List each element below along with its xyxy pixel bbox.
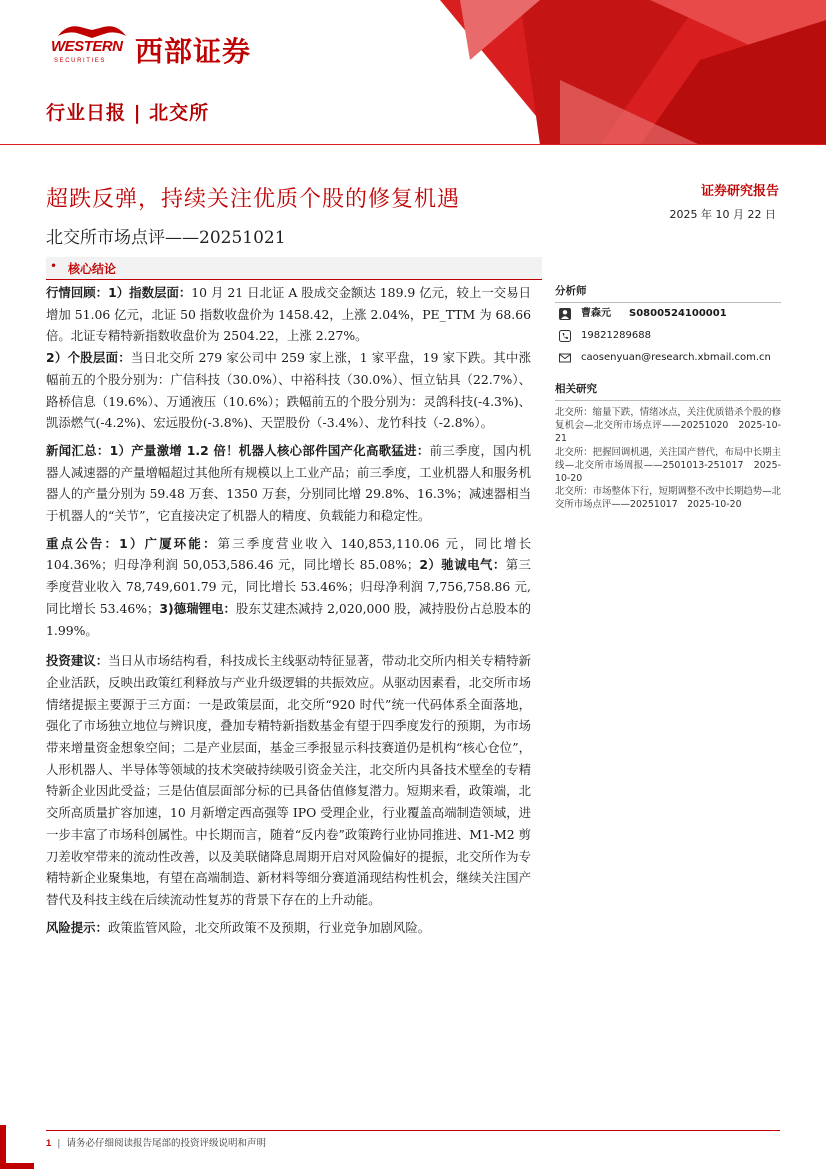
analyst-name: 曹森元 (581, 308, 611, 319)
main-content (46, 282, 531, 938)
analyst-heading: 分析师 (555, 283, 781, 303)
person-icon (559, 308, 571, 320)
advice-text: 当日从市场结构看，科技成长主线驱动特征显著，带动北交所内相关专精特新企业活跃，反映出政策红利释放与产业升级逻辑的共振效应。从驱动因素看，北交所市场情绪提振主要源于三方面：一是政策层面，北交所“920 时代”统一代码体系全面落地，强化了市场独立地位与辨识度，叠加专精特新指数基金有望于四季度发行的预期，为市场带来增量资金想象空间；二是产业层面，基金三季报显示科技赛道仍是机构“核心仓位”，人形机器人、半导体等领域的技术突破持续吸引资金关注，北交所内具备技术壁垒的专精特新企业因此受益；三是估值层面部分标的已具备估值修复潜力。短期来看，政策端，北交所高质量扩容加速，10 月新增定西高强等 IPO 受理企业，行业覆盖高端制造领域，进一步丰富了市场科创属性。中长期而言，随着“反内卷”政策跨行业协同推进、M1-M2 剪刀差收窄带来的流动性改善，以及美联储降息周期开启对风险偏好的提振，北交所作为专精特新企业聚集地，有望在高端制造、新材料等细分赛道涌现结构性机会，继续关注国产替代及科技主线在后续流动性复苏的背景下存在的上升动能。 (46, 653, 532, 907)
report-date: 2025 年 10 月 22 日 (669, 208, 776, 221)
analyst-email[interactable]: caosenyuan@research.xbmail.com.cn (581, 352, 771, 363)
related-heading: 相关研究 (555, 381, 781, 401)
announcement-1-text: 第三季度营业收入 140,853,110.06 元，同比增长 104.36%；归母净利润 50,053,586.46 元，同比增长 85.08%； (46, 535, 531, 573)
analyst-phone: 19821289688 (581, 330, 651, 341)
core-conclusion-label: 核心结论 (68, 262, 117, 276)
phone-icon (559, 330, 571, 342)
page-number: 1 (46, 1138, 52, 1149)
analyst-panel (555, 283, 781, 369)
announcement-3-text: 股东艾建杰减持 2,020,000 股，减持股份占总股本的 1.99%。 (46, 600, 532, 638)
news-paragraph (46, 440, 531, 527)
stock-level-heading: 2）个股层面： (46, 350, 131, 366)
report-category: 行业日报 | 北交所 (46, 102, 210, 124)
report-title: 超跌反弹，持续关注优质个股的修复机遇 (46, 187, 461, 212)
announcements-paragraph (46, 533, 531, 642)
analyst-name-row (555, 303, 781, 325)
report-subtitle: 北交所市场点评——20251021 (46, 228, 286, 248)
footer-separator: | (57, 1138, 61, 1149)
advice-paragraph (46, 650, 531, 910)
advice-heading: 投资建议： (46, 653, 109, 669)
announcement-2-heading: 2）驰诚电气： (419, 557, 506, 573)
announcement-3-heading: 3)德瑞锂电： (159, 600, 236, 616)
risk-text: 政策监管风险，北交所政策不及预期，行业竞争加剧风险。 (107, 919, 431, 935)
analyst-cert: S0800524100001 (629, 308, 727, 319)
logo-chinese: 西部证券 (135, 35, 252, 68)
announcements-heading: 重点公告：1）广厦环能： (46, 535, 218, 551)
mail-icon (559, 352, 571, 364)
analyst-email-row[interactable] (555, 347, 781, 369)
related-item[interactable]: 北交所：市场整体下行，短期调整不改中长期趋势—北交所市场点评——20251017 2025-10-20 (555, 486, 781, 511)
news-heading: 新闻汇总：1）产量激增 1.2 倍！机器人核心部件国产化高歌猛进： (46, 442, 430, 458)
logo-bull-icon (58, 26, 126, 38)
footer (46, 1135, 266, 1149)
logo-english: WESTERN (51, 38, 123, 55)
related-research-panel (555, 381, 781, 512)
related-list (555, 406, 781, 512)
core-conclusion-bar (46, 257, 542, 279)
corner-mark-horizontal (0, 1163, 34, 1169)
footer-divider (46, 1130, 780, 1131)
market-review-paragraph (46, 282, 531, 347)
announcement-2-text: 第三季度营业收入 78,749,601.79 元，同比增长 53.46%；归母净利润 7,756,758.86 元,同比增长 53.46%； (46, 557, 532, 616)
related-item[interactable]: 北交所：缩量下跌，情绪冰点，关注优质错杀个股的修复机会—北交所市场点评——20251020 2025-10-21 (555, 407, 781, 445)
footer-disclaimer: 请务必仔细阅读报告尾部的投资评级说明和声明 (66, 1138, 267, 1149)
stock-level-paragraph (46, 347, 531, 434)
risk-heading: 风险提示： (46, 919, 108, 935)
bullet-icon: • (50, 259, 58, 273)
related-item[interactable]: 北交所：把握回调机遇，关注国产替代，布局中长期主线—北交所市场周报——2501013-251017 2025-10-20 (555, 446, 781, 485)
stock-level-text: 当日北交所 279 家公司中 259 家上涨，1 家平盘，19 家下跌。其中涨幅前五的个股分别为：广信科技（30.0%）、中裕科技（30.0%）、恒立钻具（22.7%）、路桥信息（19.6%）、万通液压（10.6%）；跌幅前五的个股分别为：灵鸽科技(-4.3%)、凯添燃气(-4.2%)、宏远股份(-3.8%)、天罡股份（-3.4%）、龙竹科技（-2.8%）。 (46, 350, 531, 431)
market-review-text: 10 月 21 日北证 A 股成交金额达 189.9 亿元，较上一交易日增加 51.06 亿元，北证 50 指数收盘价为 1458.42，上涨 2.04%，PE_TTM 为 68.66 倍。北证专精特新指数收盘价为 2504.22，上涨 2.27%。 (46, 285, 532, 344)
market-review-heading: 行情回顾：1）指数层面： (46, 285, 192, 300)
report-type: 证券研究报告 (700, 184, 779, 199)
logo-english-sub: SECURITIES (54, 58, 107, 64)
news-text: 前三季度，国内机器人减速器的产量增幅超过其他所有规模以上工业产品；前三季度，工业机器人和服务机器人的产量分别为 59.48 万套、1350 万套，分别同比增 29.8%、16.3%；减速器相当于机器人的“关节”，它直接决定了机器人的精度、负载能力和稳定性。 (46, 442, 531, 524)
analyst-phone-row (555, 325, 781, 347)
report-header (0, 0, 826, 145)
core-divider (46, 279, 542, 280)
risk-paragraph (46, 917, 531, 939)
